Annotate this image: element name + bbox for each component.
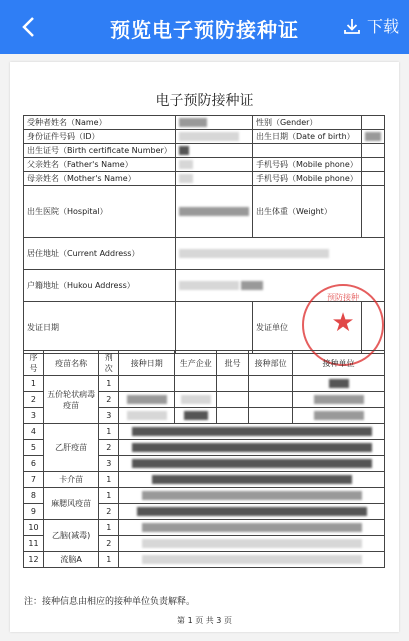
hospital-value xyxy=(175,186,252,238)
dose-cell: 2 xyxy=(99,440,119,456)
birth-cert-value xyxy=(175,144,252,158)
download-label: 下载 xyxy=(366,17,399,36)
father-phone-value xyxy=(361,158,384,172)
mother-label: 母亲姓名（Mother's Name） xyxy=(24,172,176,186)
issue-date-label: 发证日期 xyxy=(24,302,176,354)
birth-cert-label: 出生证号（Birth certificate Number） xyxy=(24,144,176,158)
vaccination-header-row xyxy=(24,351,385,376)
father-value xyxy=(175,158,252,172)
vaccine-name-cell: 乙脑(减毒) xyxy=(43,520,98,552)
document-title: 电子预防接种证 xyxy=(155,93,254,109)
seq-cell: 4 xyxy=(24,424,44,440)
id-label: 身份证件号码（ID） xyxy=(24,130,176,144)
table-row xyxy=(24,424,385,440)
seq-cell: 5 xyxy=(24,440,44,456)
address-label: 居住地址（Current Address） xyxy=(24,238,176,270)
vaccination-table xyxy=(23,350,385,568)
dose-cell: 2 xyxy=(99,392,119,408)
table-row xyxy=(24,376,385,392)
column-header: 批号 xyxy=(217,351,249,376)
dose-cell: 2 xyxy=(99,536,119,552)
footnote: 注：接种信息由相应的接种单位负责解释。 xyxy=(24,597,196,607)
column-header: 接种部位 xyxy=(249,351,293,376)
vaccine-name-cell: 五价轮状病毒疫苗 xyxy=(43,376,98,424)
column-header: 接种单位 xyxy=(293,351,385,376)
column-header: 剂次 xyxy=(99,351,119,376)
dob-value xyxy=(361,130,384,144)
seq-cell: 8 xyxy=(24,488,44,504)
seq-cell: 7 xyxy=(24,472,44,488)
page-indicator: 第 1 页 共 3 页 xyxy=(177,616,232,625)
seq-cell: 3 xyxy=(24,408,44,424)
seq-cell: 1 xyxy=(24,376,44,392)
weight-label: 出生体重（Weight） xyxy=(252,186,361,238)
column-header: 接种日期 xyxy=(119,351,175,376)
dose-cell: 1 xyxy=(99,520,119,536)
dose-cell: 3 xyxy=(99,456,119,472)
seq-cell: 10 xyxy=(24,520,44,536)
download-icon xyxy=(343,17,361,35)
dose-cell: 1 xyxy=(99,472,119,488)
gender-label: 性别（Gender） xyxy=(252,116,361,130)
hospital-label: 出生医院（Hospital） xyxy=(24,186,176,238)
weight-value xyxy=(361,186,384,238)
dose-cell: 1 xyxy=(99,488,119,504)
name-value xyxy=(175,116,252,130)
dose-cell: 3 xyxy=(99,408,119,424)
mother-phone-label: 手机号码（Mobile phone） xyxy=(252,172,361,186)
address-value xyxy=(175,238,384,270)
vaccine-name-cell: 麻腮风疫苗 xyxy=(43,488,98,520)
id-value xyxy=(175,130,252,144)
hukou-label: 户籍地址（Hukou Address） xyxy=(24,270,176,302)
vaccine-name-cell: 流脑A xyxy=(43,552,98,568)
gender-value xyxy=(361,116,384,130)
mother-phone-value xyxy=(361,172,384,186)
certificate-preview xyxy=(10,62,399,632)
issue-date-value xyxy=(175,302,252,354)
page-title: 预览电子预防接种证 xyxy=(110,18,299,42)
seq-cell: 6 xyxy=(24,456,44,472)
dose-cell: 1 xyxy=(99,552,119,568)
star-icon: ★ xyxy=(331,308,355,338)
download-button[interactable] xyxy=(343,14,399,37)
seq-cell: 2 xyxy=(24,392,44,408)
dob-label: 出生日期（Date of birth） xyxy=(252,130,361,144)
column-header: 生产企业 xyxy=(175,351,217,376)
top-bar xyxy=(0,0,409,54)
seq-cell: 12 xyxy=(24,552,44,568)
dose-cell: 1 xyxy=(99,376,119,392)
name-label: 受种者姓名（Name） xyxy=(24,116,176,130)
vaccine-name-cell: 卡介苗 xyxy=(43,472,98,488)
father-phone-label: 手机号码（Mobile phone） xyxy=(252,158,361,172)
table-row xyxy=(24,488,385,504)
dose-cell: 2 xyxy=(99,504,119,520)
vaccine-name-cell: 乙肝疫苗 xyxy=(43,424,98,472)
mother-value xyxy=(175,172,252,186)
table-row xyxy=(24,472,385,488)
seq-cell: 11 xyxy=(24,536,44,552)
seal-text: 预防接种 xyxy=(327,293,359,302)
dose-cell: 1 xyxy=(99,424,119,440)
seq-cell: 9 xyxy=(24,504,44,520)
column-header: 疫苗名称 xyxy=(43,351,98,376)
father-label: 父亲姓名（Father's Name） xyxy=(24,158,176,172)
table-row xyxy=(24,552,385,568)
issuer-label: 发证单位 xyxy=(252,302,361,354)
table-row xyxy=(24,520,385,536)
column-header: 序号 xyxy=(24,351,44,376)
